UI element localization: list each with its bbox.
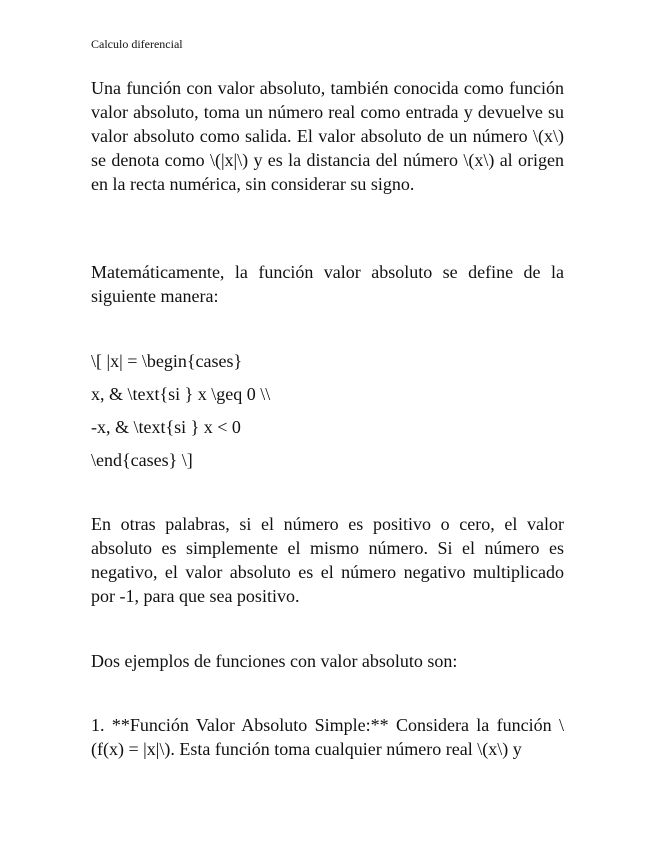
example-1-paragraph: 1. **Función Valor Absoluto Simple:** Considera la función \(f(x) = |x|\). Esta función toma cualquier número real \(x\) y bbox=[91, 715, 564, 759]
intro-paragraph: Una función con valor absoluto, también conocida como función valor absoluto, toma un número real como entrada y devuelve su valor absoluto como salida. El valor absoluto de un número \(x\) se denota como \(|x|\) y es la distancia del número \(x\) al origen en la recta numérica, sin considerar su signo. bbox=[91, 78, 564, 194]
explanation-paragraph: En otras palabras, si el número es positivo o cero, el valor absoluto es simplemente el mismo número. Si el número es negativo, el valor absoluto es el número negativo multiplicado por -1, para que sea positivo. bbox=[91, 514, 564, 606]
running-header: Calculo diferencial bbox=[91, 37, 183, 51]
examples-intro-paragraph: Dos ejemplos de funciones con valor absoluto son: bbox=[91, 651, 458, 671]
equation-line-2: x, & \text{si } x \geq 0 \\ bbox=[91, 384, 271, 404]
definition-intro-paragraph: Matemáticamente, la función valor absoluto se define de la siguiente manera: bbox=[91, 262, 564, 306]
equation-line-1: \[ |x| = \begin{cases} bbox=[91, 351, 243, 371]
equation-line-3: -x, & \text{si } x < 0 bbox=[91, 417, 241, 437]
equation-line-4: \end{cases} \] bbox=[91, 450, 193, 470]
